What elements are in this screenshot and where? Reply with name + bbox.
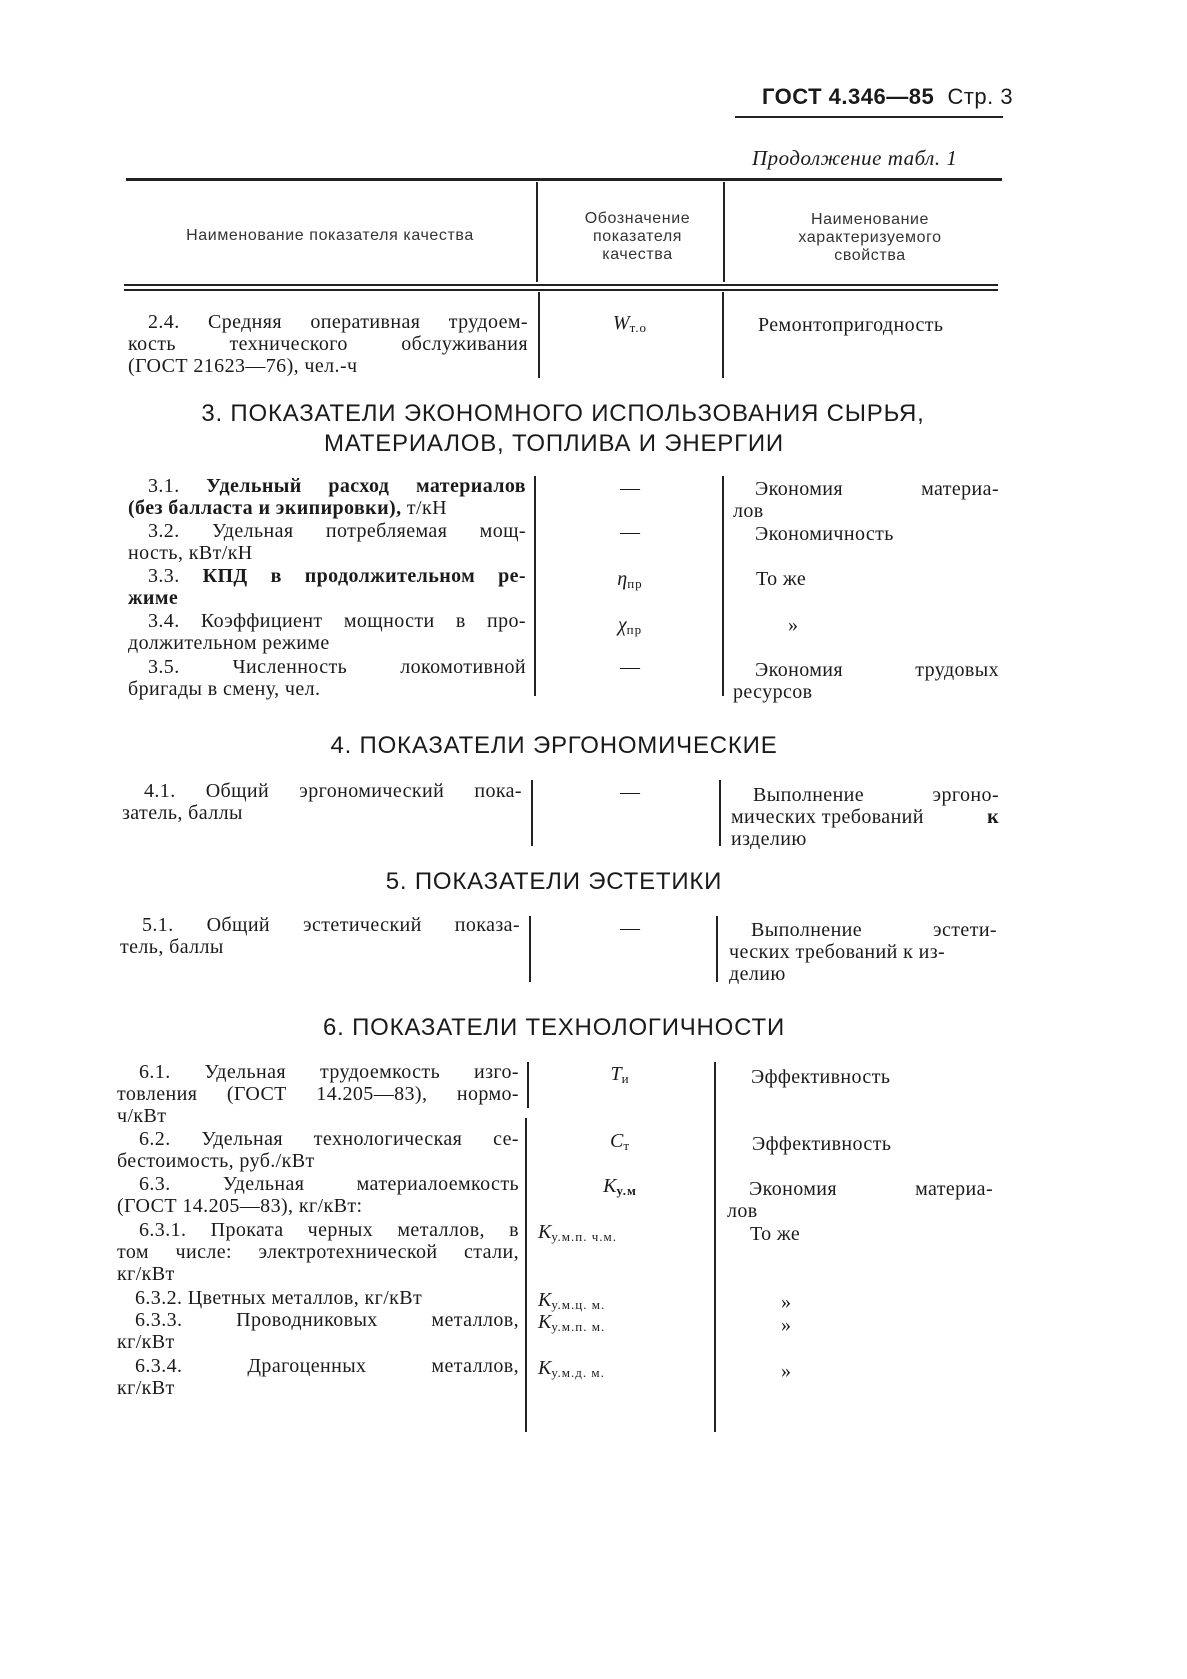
table-col-divider (538, 292, 540, 378)
indicator-symbol-6-3-4: $K_{у.м.д. м.}$ (538, 1357, 605, 1380)
table-col-divider (716, 916, 718, 982)
col-header-symbol: Обозначение показателя качества (584, 210, 691, 263)
indicator-name-6-3-3: 6.3.3. Проводниковых металлов, кг/кВт (117, 1309, 519, 1353)
table-header-rule (124, 284, 998, 286)
indicator-symbol-6-3-1: $K_{у.м.п. ч.м.}$ (538, 1221, 617, 1244)
indicator-name-2-4: 2.4. Средняя оперативная трудоем- кость технического обслуживания (ГОСТ 21623—76), чел.-ч (128, 311, 528, 377)
section-5-title: 5. ПОКАЗАТЕЛИ ЭСТЕТИКИ (385, 868, 723, 895)
section-3-title: 3. ПОКАЗАТЕЛИ ЭКОНОМНОГО ИСПОЛЬЗОВАНИЯ СЫРЬЯ, МАТЕРИАЛОВ, ТОПЛИВА И ЭНЕРГИИ (201, 400, 925, 457)
indicator-name-5-1: 5.1. Общий эстетический показа- тель, баллы (120, 914, 520, 958)
indicator-symbol-3-1: — (620, 477, 640, 499)
property-6-3-3: » (781, 1314, 792, 1336)
indicator-symbol-6-3-2: $K_{у.м.ц. м.}$ (538, 1289, 606, 1312)
table-col-divider (719, 780, 721, 846)
indicator-symbol-3-4: $\chi_{пр}$ (617, 614, 643, 637)
table-col-divider (525, 1118, 527, 1432)
indicator-name-3-5: 3.5. Численность локомотивной бригады в смену, чел. (128, 656, 526, 700)
table-col-divider (723, 182, 725, 282)
property-3-1: Экономия материа- лов (733, 478, 999, 522)
col-header-name: Наименование показателя качества (186, 227, 474, 244)
indicator-name-3-4: 3.4. Коэффициент мощности в про- должительном режиме (128, 610, 526, 654)
indicator-name-4-1: 4.1. Общий эргономический пока- затель, баллы (122, 780, 522, 824)
table-header-rule (124, 289, 998, 291)
section-4-title: 4. ПОКАЗАТЕЛИ ЭРГОНОМИЧЕСКИЕ (330, 732, 778, 759)
table-col-divider (714, 1062, 716, 1432)
indicator-symbol-2-4: $W_{т.о}$ (612, 312, 648, 335)
standard-number: ГОСТ 4.346—85 (762, 84, 935, 109)
table-col-divider (531, 780, 533, 846)
indicator-symbol-4-1: — (620, 781, 640, 803)
table-top-rule (126, 178, 1002, 181)
property-6-3-4: » (781, 1360, 792, 1382)
table-col-divider (529, 916, 531, 982)
indicator-symbol-6-1: $T_и$ (610, 1063, 630, 1086)
page-header (762, 84, 1013, 110)
indicator-name-3-2: 3.2. Удельная потребляемая мощ- ность, кВт/кН (128, 520, 526, 564)
property-3-5: Экономия трудовых ресурсов (733, 659, 999, 703)
indicator-name-3-1: 3.1. Удельный расход материалов (без балласта и экипировки), т/кН (128, 475, 526, 519)
col-header-property: Наименование характеризуемого свойства (798, 211, 942, 264)
page-number: Стр. 3 (947, 84, 1014, 109)
indicator-name-6-1: 6.1. Удельная трудоемкость изго- товления (ГОСТ 14.205—83), нормо- ч/кВт (117, 1061, 519, 1127)
property-4-1: Выполнение эргоно- мических требований к изделию (731, 784, 999, 850)
table-col-divider (534, 476, 536, 696)
indicator-symbol-5-1: — (620, 917, 640, 939)
indicator-symbol-6-3: $K_{у.м}$ (603, 1175, 637, 1198)
table-col-divider (722, 292, 724, 378)
property-6-3-2: » (781, 1291, 792, 1313)
table-continuation: Продолжение табл. 1 (752, 146, 958, 170)
property-2-4: Ремонтопригодность (758, 314, 944, 336)
indicator-symbol-6-2: $C_т$ (609, 1130, 631, 1153)
property-6-1: Эффективность (751, 1066, 891, 1088)
indicator-name-6-3-4: 6.3.4. Драгоценных металлов, кг/кВт (117, 1355, 519, 1399)
table-col-divider (722, 476, 724, 696)
indicator-name-6-2: 6.2. Удельная технологическая се- бестоимость, руб./кВт (117, 1128, 519, 1172)
table-col-divider (536, 182, 538, 282)
property-3-3: То же (756, 568, 807, 590)
indicator-symbol-6-3-3: $K_{у.м.п. м.}$ (538, 1311, 606, 1334)
header-rule (735, 116, 1003, 118)
indicator-name-6-3-2: 6.3.2. Цветных металлов, кг/кВт (135, 1287, 423, 1309)
table-col-divider (527, 1062, 529, 1108)
property-3-2: Экономичность (755, 523, 894, 545)
indicator-name-3-3: 3.3. КПД в продолжительном ре- жиме (128, 565, 526, 609)
indicator-symbol-3-3: $\eta_{пр}$ (617, 568, 643, 591)
property-6-3: Экономия материа- лов (727, 1178, 993, 1222)
property-6-2: Эффективность (752, 1133, 892, 1155)
indicator-symbol-3-5: — (620, 656, 640, 678)
property-3-4: » (788, 614, 799, 636)
section-6-title: 6. ПОКАЗАТЕЛИ ТЕХНОЛОГИЧНОСТИ (323, 1014, 785, 1041)
indicator-symbol-3-2: — (620, 521, 640, 543)
property-5-1: Выполнение эстети- ческих требований к из- делию (729, 919, 997, 985)
indicator-name-6-3-1: 6.3.1. Проката черных металлов, в том числе: электротехнической стали, кг/кВт (117, 1219, 519, 1285)
property-6-3-1: То же (750, 1223, 801, 1245)
indicator-name-6-3: 6.3. Удельная материалоемкость (ГОСТ 14.205—83), кг/кВт: (117, 1173, 519, 1217)
